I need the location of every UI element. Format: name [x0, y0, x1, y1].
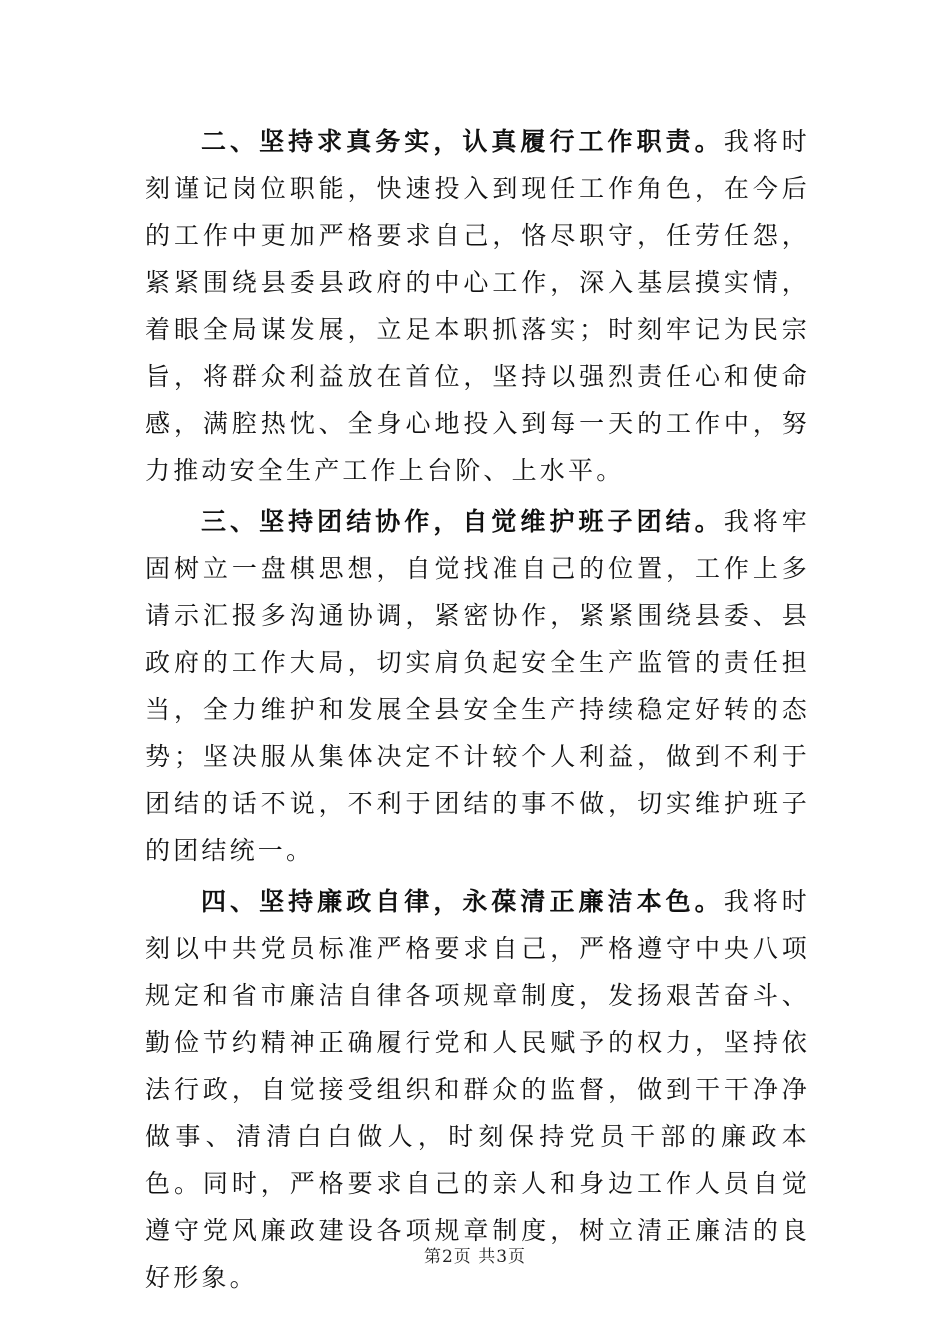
paragraph-text: 我将时刻以中共党员标准严格要求自己，严格遵守中央八项规定和省市廉洁自律各项规章制度，发扬艰苦奋斗、勤俭节约精神正确履行党和人民赋予的权力，坚持依法行政，自觉接受组织和群众的监督，做到干干净净做事、清清白白做人，时刻保持党员干部的廉政本色。同时，严格要求自己的亲人和身边工作人员自觉遵守党风廉政建设各项规章制度，树立清正廉洁的良好形象。 [145, 887, 810, 1292]
paragraph-4 [145, 878, 810, 1301]
paragraph-heading: 三、坚持团结协作，自觉维护班子团结。 [201, 507, 724, 536]
paragraph-heading: 二、坚持求真务实，认真履行工作职责。 [201, 127, 724, 156]
paragraph-text: 我将时刻谨记岗位职能，快速投入到现任工作角色，在今后的工作中更加严格要求自己，恪尽职守，任劳任怨，紧紧围绕县委县政府的中心工作，深入基层摸实情，着眼全局谋发展，立足本职抓落实；时刻牢记为民宗旨，将群众利益放在首位，坚持以强烈责任心和使命感，满腔热忱、全身心地投入到每一天的工作中，努力推动安全生产工作上台阶、上水平。 [145, 127, 810, 485]
paragraph-heading: 四、坚持廉政自律，永葆清正廉洁本色。 [201, 887, 724, 916]
paragraph-text: 我将牢固树立一盘棋思想，自觉找准自己的位置，工作上多请示汇报多沟通协调，紧密协作，紧紧围绕县委、县政府的工作大局，切实肩负起安全生产监管的责任担当，全力维护和发展全县安全生产持续稳定好转的态势；坚决服从集体决定不计较个人利益，做到不利于团结的话不说，不利于团结的事不做，切实维护班子的团结统一。 [145, 507, 810, 865]
paragraph-2 [145, 118, 810, 494]
paragraph-3 [145, 498, 810, 874]
document-body [145, 118, 810, 1305]
page-footer: 第2页 共3页 [423, 1247, 527, 1267]
